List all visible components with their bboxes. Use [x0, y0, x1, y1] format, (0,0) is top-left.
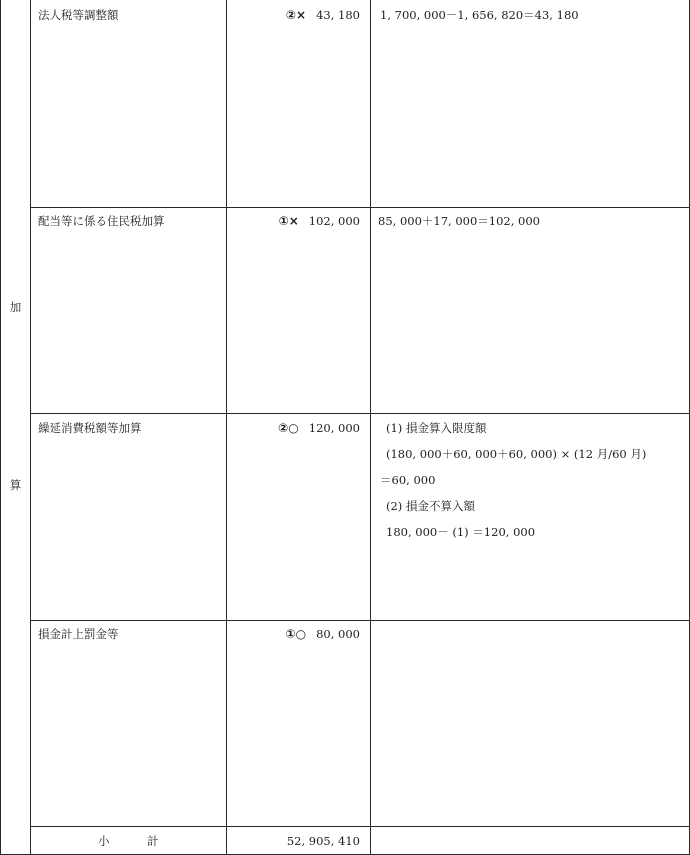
row-note-line: (2) 損金不算入額	[386, 499, 475, 513]
row-note-line: 85, 000＋17, 000＝102, 000	[378, 214, 540, 228]
amount-column-divider	[370, 0, 371, 855]
row-amount-cell	[285, 627, 360, 641]
subtotal-label-right: 計	[147, 834, 159, 848]
side-column-divider	[30, 0, 31, 855]
row-divider	[30, 826, 690, 827]
row-amount: 102, 000	[308, 214, 360, 228]
row-note-line: (1) 損金算入限度額	[386, 421, 487, 435]
row-amount: 43, 180	[316, 8, 360, 22]
row-divider	[30, 413, 690, 414]
evaluation-mark: ①×	[278, 214, 299, 228]
row-divider	[30, 207, 690, 208]
row-amount: 120, 000	[308, 421, 360, 435]
row-item-label: 繰延消費税額等加算	[38, 421, 142, 435]
row-note-line: 1, 700, 000－1, 656, 820＝43, 180	[380, 8, 579, 22]
row-item-label: 法人税等調整額	[38, 8, 119, 22]
evaluation-mark: ②○	[278, 421, 299, 435]
row-amount-cell	[286, 8, 360, 22]
side-label-san: 算	[9, 478, 22, 492]
evaluation-mark: ②×	[285, 8, 307, 22]
row-note-line: 180, 000－ (1) ＝120, 000	[386, 525, 536, 539]
table-border-left	[0, 0, 1, 855]
item-column-divider	[226, 0, 227, 855]
evaluation-mark: ①○	[285, 627, 307, 641]
row-note-line: ＝60, 000	[380, 473, 436, 487]
row-amount-cell	[279, 214, 360, 228]
row-note-line: (180, 000＋60, 000＋60, 000) × (12 月/60 月)	[386, 447, 647, 461]
row-amount-cell	[278, 421, 360, 435]
subtotal-amount: 52, 905, 410	[286, 834, 360, 848]
subtotal-label-left: 小	[98, 834, 110, 848]
row-item-label: 配当等に係る住民税加算	[38, 214, 165, 228]
row-divider	[30, 620, 690, 621]
side-label-ka: 加	[9, 300, 22, 314]
subtotal-amount-cell	[277, 834, 360, 848]
row-item-label: 損金計上罰金等	[38, 627, 119, 641]
row-amount: 80, 000	[316, 627, 360, 641]
